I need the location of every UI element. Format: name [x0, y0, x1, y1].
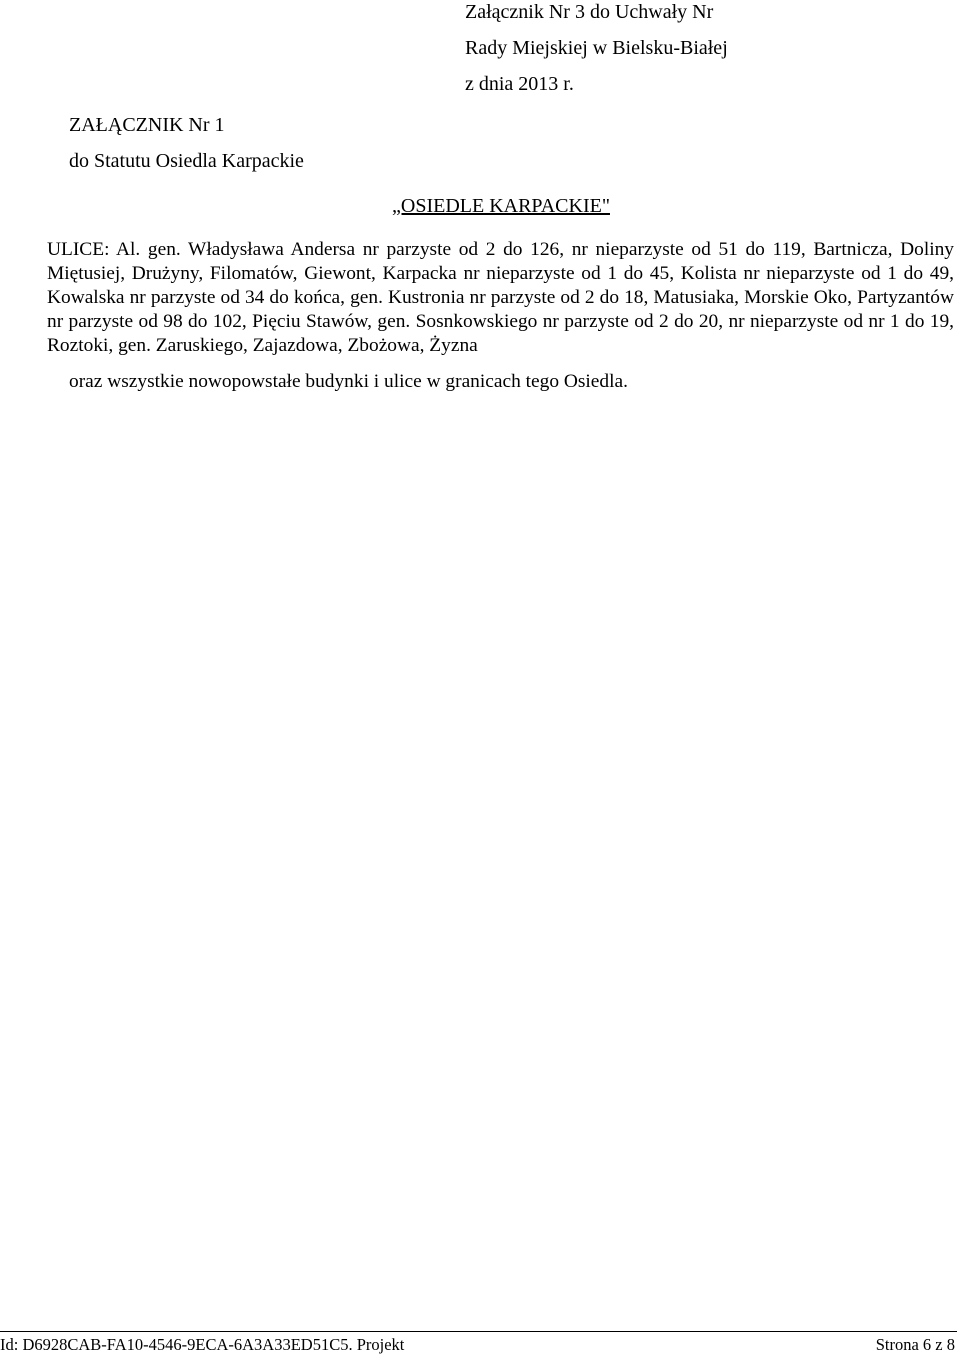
closing-paragraph: oraz wszystkie nowopowstałe budynki i ulice w granicach tego Osiedla.	[69, 371, 628, 392]
streets-list-paragraph: ULICE: Al. gen. Władysława Andersa nr parzyste od 2 do 126, nr nieparzyste od 51 do 119, Bartnicza, Doliny Miętusiej, Drużyny, Filomatów, Giewont, Karpacka nr nieparzyste od 1 do 45, Kolista nr nieparzyste od 1 do 49, Kowalska nr parzyste od 34 do końca, gen. Kustronia nr parzyste od 2 do 18, Matusiaka, Morskie Oko, Partyzantów nr parzyste od 98 do 102, Pięciu Stawów, gen. Sosnkowskiego nr parzyste od 2 do 20, nr nieparzyste od nr 1 do 19, Roztoki, gen. Zaruskiego, Zajazdowa, Zbożowa, Żyzna	[47, 239, 954, 356]
estate-title: „OSIEDLE KARPACKIE"	[392, 195, 610, 217]
page-number: Strona 6 z 8	[875, 1335, 955, 1354]
attachment-subtitle: do Statutu Osiedla Karpackie	[69, 150, 304, 172]
attachment-title: ZAŁĄCZNIK Nr 1	[69, 114, 225, 136]
resolution-date-line: z dnia 2013 r.	[465, 73, 574, 95]
city-council-line: Rady Miejskiej w Bielsku-Białej	[465, 37, 728, 59]
statute-attachment-block	[69, 107, 304, 179]
footer-divider	[0, 1331, 957, 1332]
resolution-attachment-line: Załącznik Nr 3 do Uchwały Nr	[465, 1, 714, 23]
document-id: Id: D6928CAB-FA10-4546-9ECA-6A3A33ED51C5. Projekt	[0, 1335, 405, 1354]
resolution-header	[465, 0, 728, 102]
